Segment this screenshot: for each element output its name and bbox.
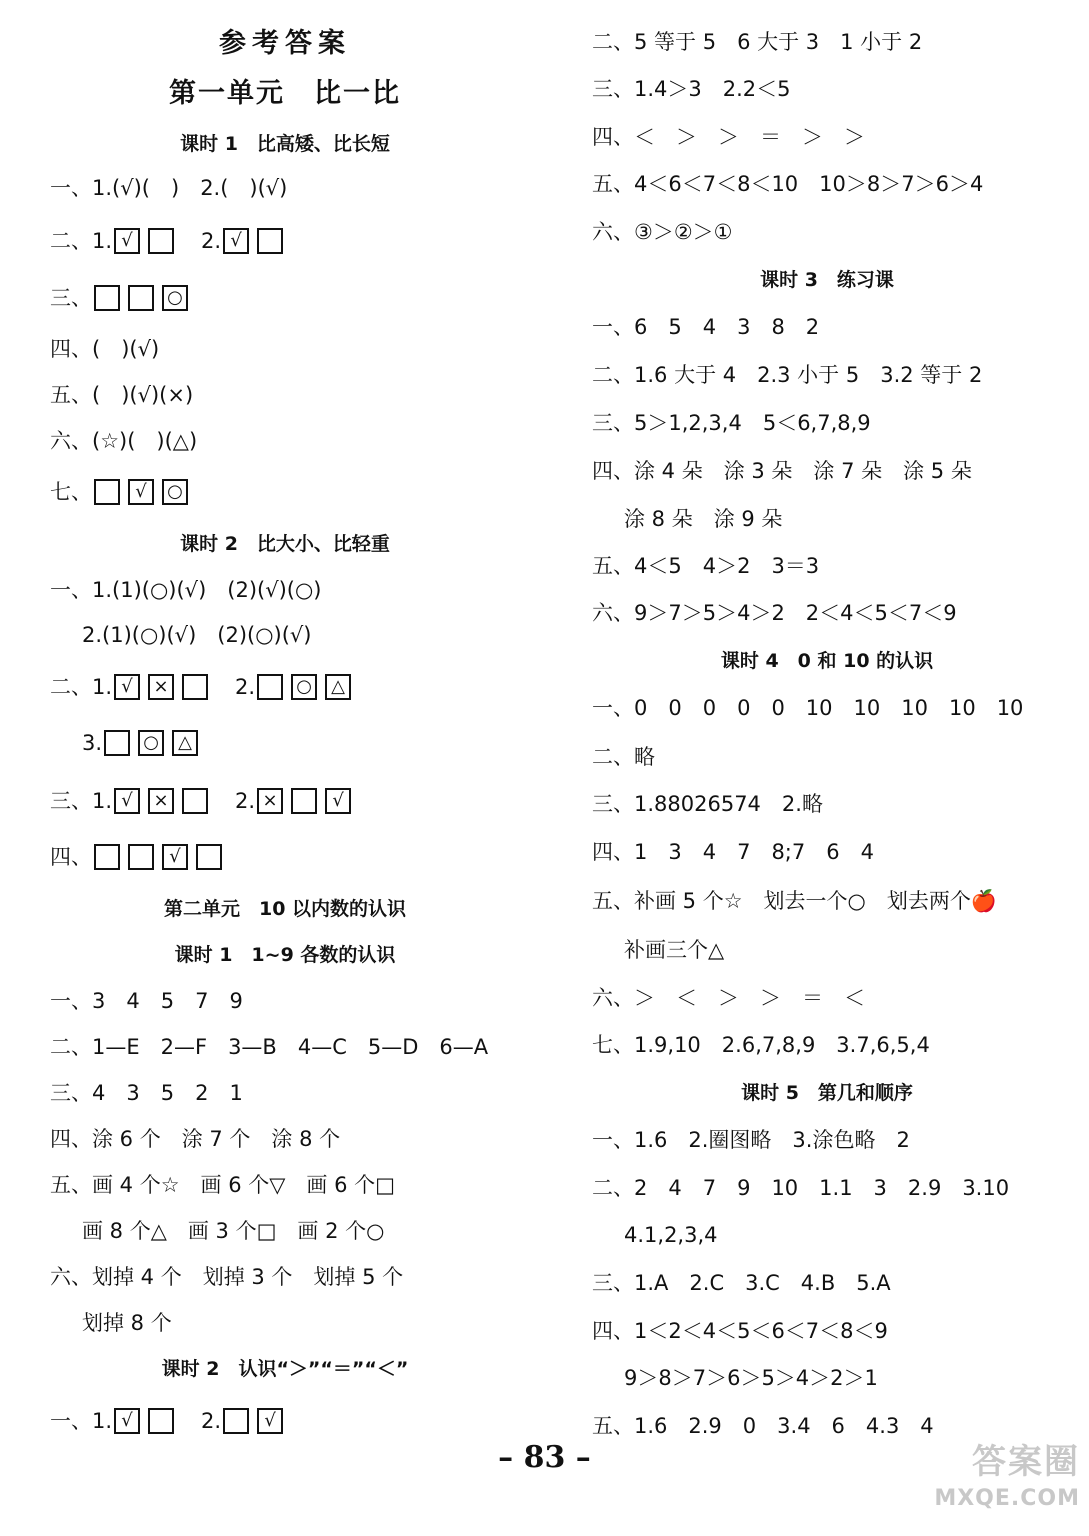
answer-row [82, 1215, 384, 1245]
answer-box: √ [114, 674, 140, 700]
answer-box: × [257, 788, 283, 814]
answer-box: √ [257, 1408, 283, 1434]
answer-box [148, 228, 174, 254]
answer-text: 五、4＜6＜7＜8＜10 10＞8＞7＞6＞4 [592, 172, 984, 196]
answer-row [624, 1219, 718, 1249]
answer-text: 四、1 3 4 7 8;7 6 4 [592, 840, 874, 864]
answer-box: ○ [162, 479, 188, 505]
answer-text: 三、4 3 5 2 1 [50, 1081, 243, 1105]
answer-text: 一、1.(1)(○)(√) (2)(√)(○) [50, 578, 322, 602]
answer-text: 课时 1 比高矮、比长短 [180, 133, 390, 155]
answer-row [592, 359, 982, 389]
answer-text: 六、③＞②＞① [592, 220, 733, 244]
answer-row [592, 1029, 930, 1059]
answer-box [128, 285, 154, 311]
lesson-heading [50, 893, 520, 923]
answer-text: 五、补画 5 个☆ 划去一个○ 划去两个🍎 [592, 889, 998, 913]
answer-row [592, 692, 1023, 722]
answer-row [50, 985, 243, 1015]
answer-text: 二、1. [50, 229, 113, 253]
answer-text: 2. [180, 1409, 222, 1433]
answer-text: 划掉 8 个 [82, 1311, 172, 1335]
answer-row [592, 1267, 891, 1297]
answer-box [94, 285, 120, 311]
lesson-heading [592, 264, 1062, 294]
answer-text: 课时 5 第几和顺序 [741, 1082, 913, 1104]
answer-text: 四、1＜2＜4＜5＜6＜7＜8＜9 [592, 1319, 888, 1343]
answer-text: 六、(☆)( )(△) [50, 429, 198, 453]
answer-text: 一、3 4 5 7 9 [50, 989, 243, 1013]
answer-row [50, 282, 194, 312]
answer-row [50, 379, 193, 409]
answer-text: 五、画 4 个☆ 画 6 个▽ 画 6 个□ [50, 1173, 395, 1197]
answer-text: 2. [214, 789, 256, 813]
answer-row [592, 1315, 888, 1345]
answer-text: 2. [180, 229, 222, 253]
answer-text: 三、1.4＞3 2.2＜5 [592, 77, 791, 101]
answer-row [592, 550, 819, 580]
answer-text: 四、( )(√) [50, 337, 160, 361]
answer-text: 二、1. [50, 675, 113, 699]
answer-row [592, 982, 865, 1012]
answer-text: 一、1. [50, 1409, 113, 1433]
answer-text: 二、略 [592, 745, 655, 769]
answer-text: 一、6 5 4 3 8 2 [592, 315, 820, 339]
answer-box [257, 674, 283, 700]
answer-text: 三、1.88026574 2.略 [592, 792, 823, 816]
answer-box [182, 674, 208, 700]
answer-box: × [148, 788, 174, 814]
watermark-url: MXQE.COM [934, 1486, 1080, 1511]
answer-row [82, 727, 204, 757]
answer-text: 四、涂 4 朵 涂 3 朵 涂 7 朵 涂 5 朵 [592, 459, 972, 483]
answer-box [148, 1408, 174, 1434]
answer-text: 课时 4 0 和 10 的认识 [720, 650, 934, 672]
answer-row [624, 934, 724, 964]
answer-row [592, 455, 972, 485]
answer-box: ○ [162, 285, 188, 311]
answer-text: 七、1.9,10 2.6,7,8,9 3.7,6,5,4 [592, 1033, 930, 1057]
answer-box: √ [223, 228, 249, 254]
answer-row [50, 671, 357, 701]
answer-row [592, 26, 922, 56]
answer-row [592, 597, 957, 627]
answer-text: 二、2 4 7 9 10 1.1 3 2.9 3.10 [592, 1176, 1010, 1200]
answer-row [50, 574, 321, 604]
answer-box: √ [162, 844, 188, 870]
answer-box [104, 730, 130, 756]
answer-row [592, 121, 865, 151]
answer-text: 三、 [50, 286, 92, 310]
answer-box: ○ [138, 730, 164, 756]
answer-text: 课时 3 练习课 [760, 269, 894, 291]
answer-text: 2. [214, 675, 256, 699]
answer-text: 六、9＞7＞5＞4＞2 2＜4＜5＜7＜9 [592, 601, 957, 625]
answer-row [50, 1261, 403, 1291]
answer-box [291, 788, 317, 814]
answer-text: 一、1.6 2.圈图略 3.涂色略 2 [592, 1128, 910, 1152]
answer-row [50, 1123, 340, 1153]
answer-text: 涂 8 朵 涂 9 朵 [624, 507, 783, 531]
answer-row [592, 311, 819, 341]
answer-text: 三、5＞1,2,3,4 5＜6,7,8,9 [592, 411, 871, 435]
answer-box [257, 228, 283, 254]
answer-text: 课时 2 认识“＞”“＝”“＜” [161, 1358, 409, 1380]
answer-row [592, 1410, 934, 1440]
unit-heading [50, 78, 520, 108]
answer-box: √ [114, 1408, 140, 1434]
answer-text: 课时 2 比大小、比轻重 [180, 533, 390, 555]
answer-row [50, 225, 289, 255]
answer-row [592, 73, 791, 103]
answer-row [592, 407, 871, 437]
lesson-heading [50, 528, 520, 558]
answer-box [196, 844, 222, 870]
answer-box [128, 844, 154, 870]
site-watermark [920, 1440, 1080, 1530]
lesson-heading [592, 645, 1062, 675]
answer-box [94, 844, 120, 870]
answer-box: √ [325, 788, 351, 814]
answer-text: 四、 [50, 845, 92, 869]
answer-row [592, 1124, 910, 1154]
answer-box: △ [172, 730, 198, 756]
answer-text: 课时 1 1~9 各数的认识 [174, 944, 396, 966]
answer-box: √ [128, 479, 154, 505]
answer-text: 一、0 0 0 0 0 10 10 10 10 10 [592, 696, 1024, 720]
lesson-heading [50, 128, 520, 158]
answer-row [592, 216, 732, 246]
answer-row [50, 333, 159, 363]
answer-text: 第二单元 10 以内数的认识 [163, 898, 407, 920]
answer-text: 画 8 个△ 画 3 个□ 画 2 个○ [82, 1219, 385, 1243]
lesson-heading [50, 939, 520, 969]
answer-box: △ [325, 674, 351, 700]
page-title [50, 28, 520, 58]
answer-row [50, 1031, 488, 1061]
answer-box [182, 788, 208, 814]
answer-row [624, 503, 782, 533]
answer-box: ○ [291, 674, 317, 700]
answer-row [50, 841, 228, 871]
answer-row [82, 619, 311, 649]
answer-text: 9＞8＞7＞6＞5＞4＞2＞1 [624, 1366, 878, 1390]
answer-text: 4.1,2,3,4 [624, 1223, 718, 1247]
answer-text: 七、 [50, 480, 92, 504]
answer-text: 六、＞ ＜ ＞ ＞ ＝ ＜ [592, 986, 865, 1010]
lesson-heading [592, 1077, 1062, 1107]
answer-text: 五、1.6 2.9 0 3.4 6 4.3 4 [592, 1414, 934, 1438]
answer-text: 三、1.A 2.C 3.C 4.B 5.A [592, 1271, 891, 1295]
answer-text: 一、1.(√)( ) 2.( )(√) [50, 176, 288, 200]
answer-text: 2.(1)(○)(√) (2)(○)(√) [82, 623, 312, 647]
answer-text: 四、＜ ＞ ＞ ＝ ＞ ＞ [592, 125, 865, 149]
answer-text: 五、( )(√)(×) [50, 383, 194, 407]
answer-text: 二、1—E 2—F 3—B 4—C 5—D 6—A [50, 1035, 489, 1059]
answer-row [50, 785, 357, 815]
answer-row [50, 1169, 395, 1199]
answer-row [592, 836, 874, 866]
answer-text: 三、1. [50, 789, 113, 813]
answer-text: 二、5 等于 5 6 大于 3 1 小于 2 [592, 30, 923, 54]
answer-row [592, 168, 983, 198]
answer-row [592, 788, 823, 818]
answer-row [50, 1405, 289, 1435]
answer-box: √ [114, 228, 140, 254]
lesson-heading [50, 1353, 520, 1383]
answer-row [592, 885, 997, 915]
answer-row [592, 1172, 1009, 1202]
answer-text: 第一单元 比一比 [169, 78, 401, 109]
answer-box: × [148, 674, 174, 700]
answer-box [94, 479, 120, 505]
answer-row [50, 476, 194, 506]
answer-row [50, 172, 287, 202]
answer-row [50, 1077, 243, 1107]
answer-row [50, 425, 197, 455]
answer-row [82, 1307, 172, 1337]
watermark-logo-text: 答案圈 [972, 1442, 1080, 1482]
answer-row [592, 741, 655, 771]
answer-text: 补画三个△ [624, 938, 725, 962]
page-number: – 83 – [498, 1440, 591, 1475]
answer-text: 四、涂 6 个 涂 7 个 涂 8 个 [50, 1127, 341, 1151]
answer-text: 五、4＜5 4＞2 3＝3 [592, 554, 820, 578]
answer-text: 二、1.6 大于 4 2.3 小于 5 3.2 等于 2 [592, 363, 983, 387]
answer-text: 3. [82, 731, 103, 755]
answer-row [624, 1362, 878, 1392]
answer-box: √ [114, 788, 140, 814]
answer-box [223, 1408, 249, 1434]
answer-text: 六、划掉 4 个 划掉 3 个 划掉 5 个 [50, 1265, 404, 1289]
answer-text: 参考答案 [219, 28, 351, 59]
